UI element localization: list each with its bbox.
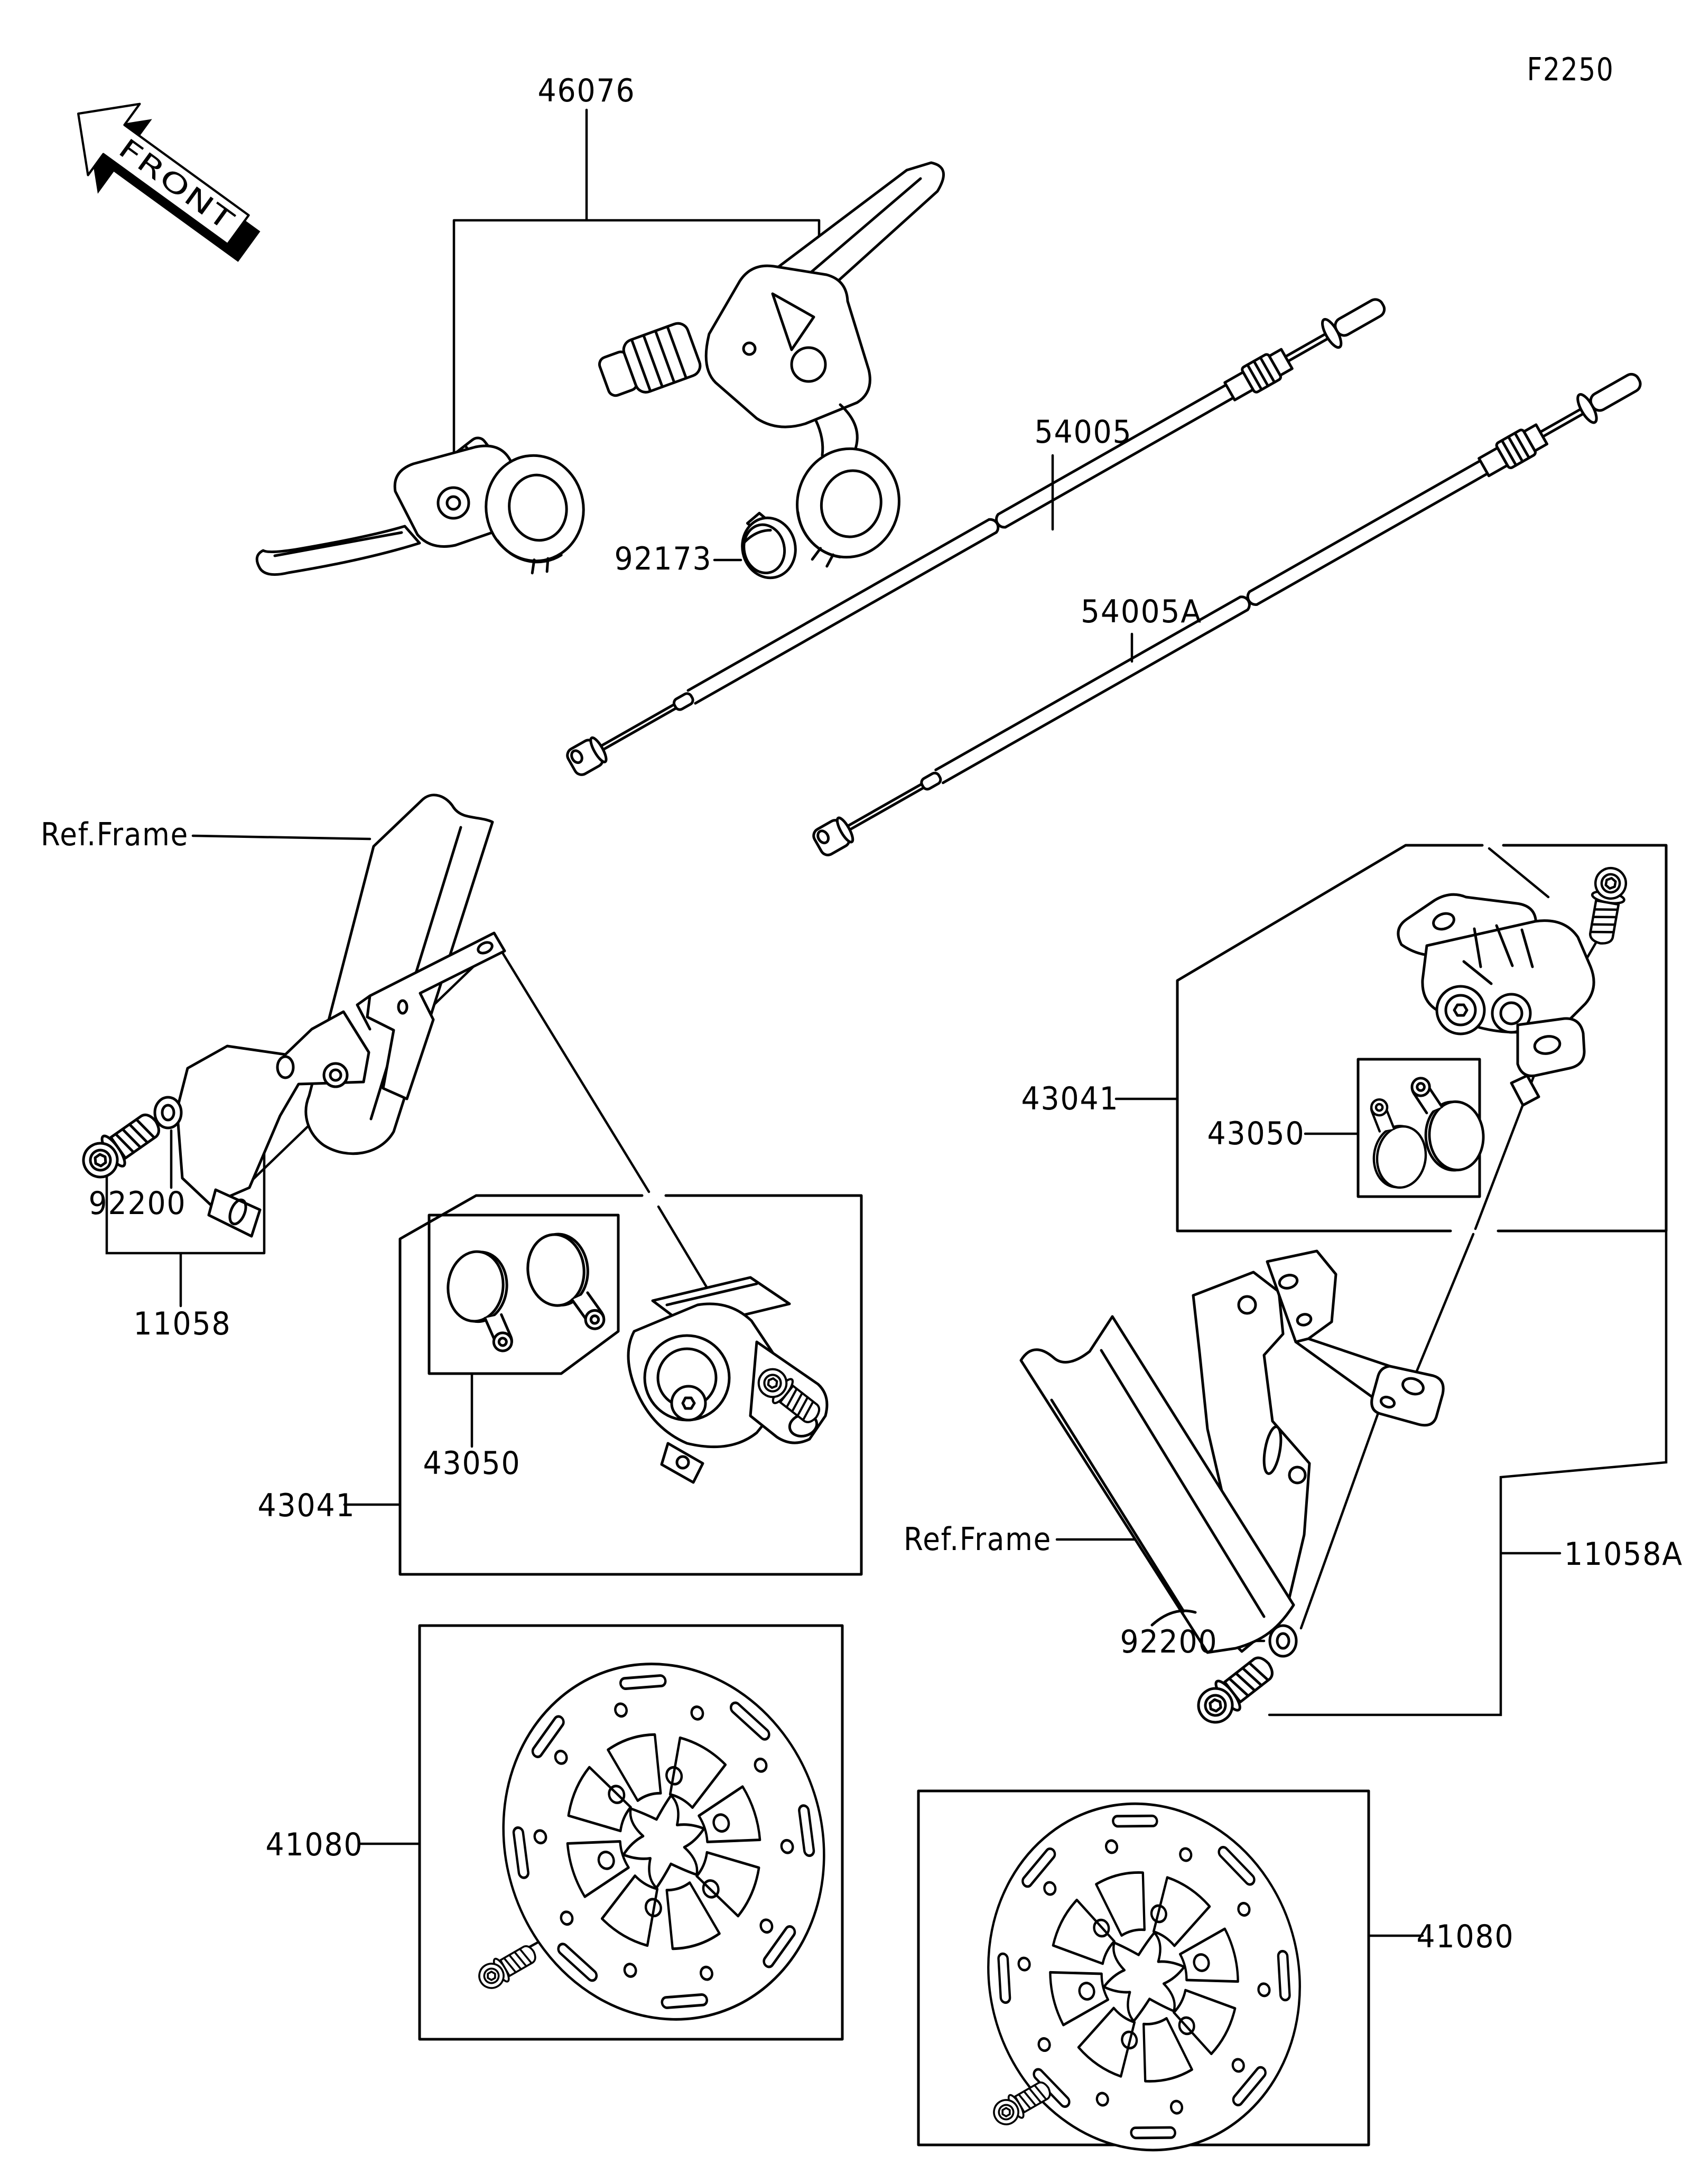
bracket-rear-tall	[1267, 1251, 1443, 1425]
label-11058: 11058	[133, 1305, 231, 1342]
fork-left	[177, 795, 493, 1236]
label-41080-right: 41080	[1416, 1918, 1515, 1955]
bolt-right	[1191, 1649, 1280, 1730]
label-41080-left: 41080	[265, 1826, 364, 1863]
label-43041-left: 43041	[257, 1487, 356, 1524]
cable-clamp	[736, 507, 801, 583]
caliper-right	[1398, 894, 1594, 1105]
label-43041-right: 43041	[1021, 1080, 1119, 1117]
brake-lever-left	[257, 434, 594, 580]
label-43050-right: 43050	[1207, 1115, 1305, 1152]
disc-left-bolt	[475, 1940, 540, 1993]
label-92173: 92173	[614, 540, 712, 577]
figure-code: F2250	[1527, 51, 1614, 88]
bolt-left	[76, 1107, 166, 1184]
washer-right	[1270, 1626, 1296, 1656]
label-54005a: 54005A	[1081, 593, 1202, 630]
brake-cable-lower	[810, 366, 1647, 859]
label-92200-right: 92200	[1120, 1623, 1218, 1660]
caliper-right-bolt	[1584, 865, 1629, 946]
pad-left-2	[524, 1230, 605, 1336]
washer-left	[155, 1097, 181, 1128]
label-54005: 54005	[1034, 414, 1132, 451]
label-ref-frame-left: Ref.Frame	[41, 816, 189, 853]
brake-disc-left	[458, 1622, 869, 2061]
front-arrow-label: FRONT	[112, 133, 209, 215]
label-46076: 46076	[537, 72, 636, 109]
label-92200-left: 92200	[88, 1185, 187, 1222]
front-arrow	[48, 78, 278, 282]
caliper-left	[628, 1277, 827, 1482]
pad-left-1	[442, 1249, 521, 1352]
label-ref-frame-right: Ref.Frame	[904, 1521, 1052, 1558]
pad-right-1	[1361, 1098, 1433, 1191]
label-43050-left: 43050	[423, 1445, 521, 1482]
label-11058a: 11058A	[1564, 1536, 1683, 1573]
